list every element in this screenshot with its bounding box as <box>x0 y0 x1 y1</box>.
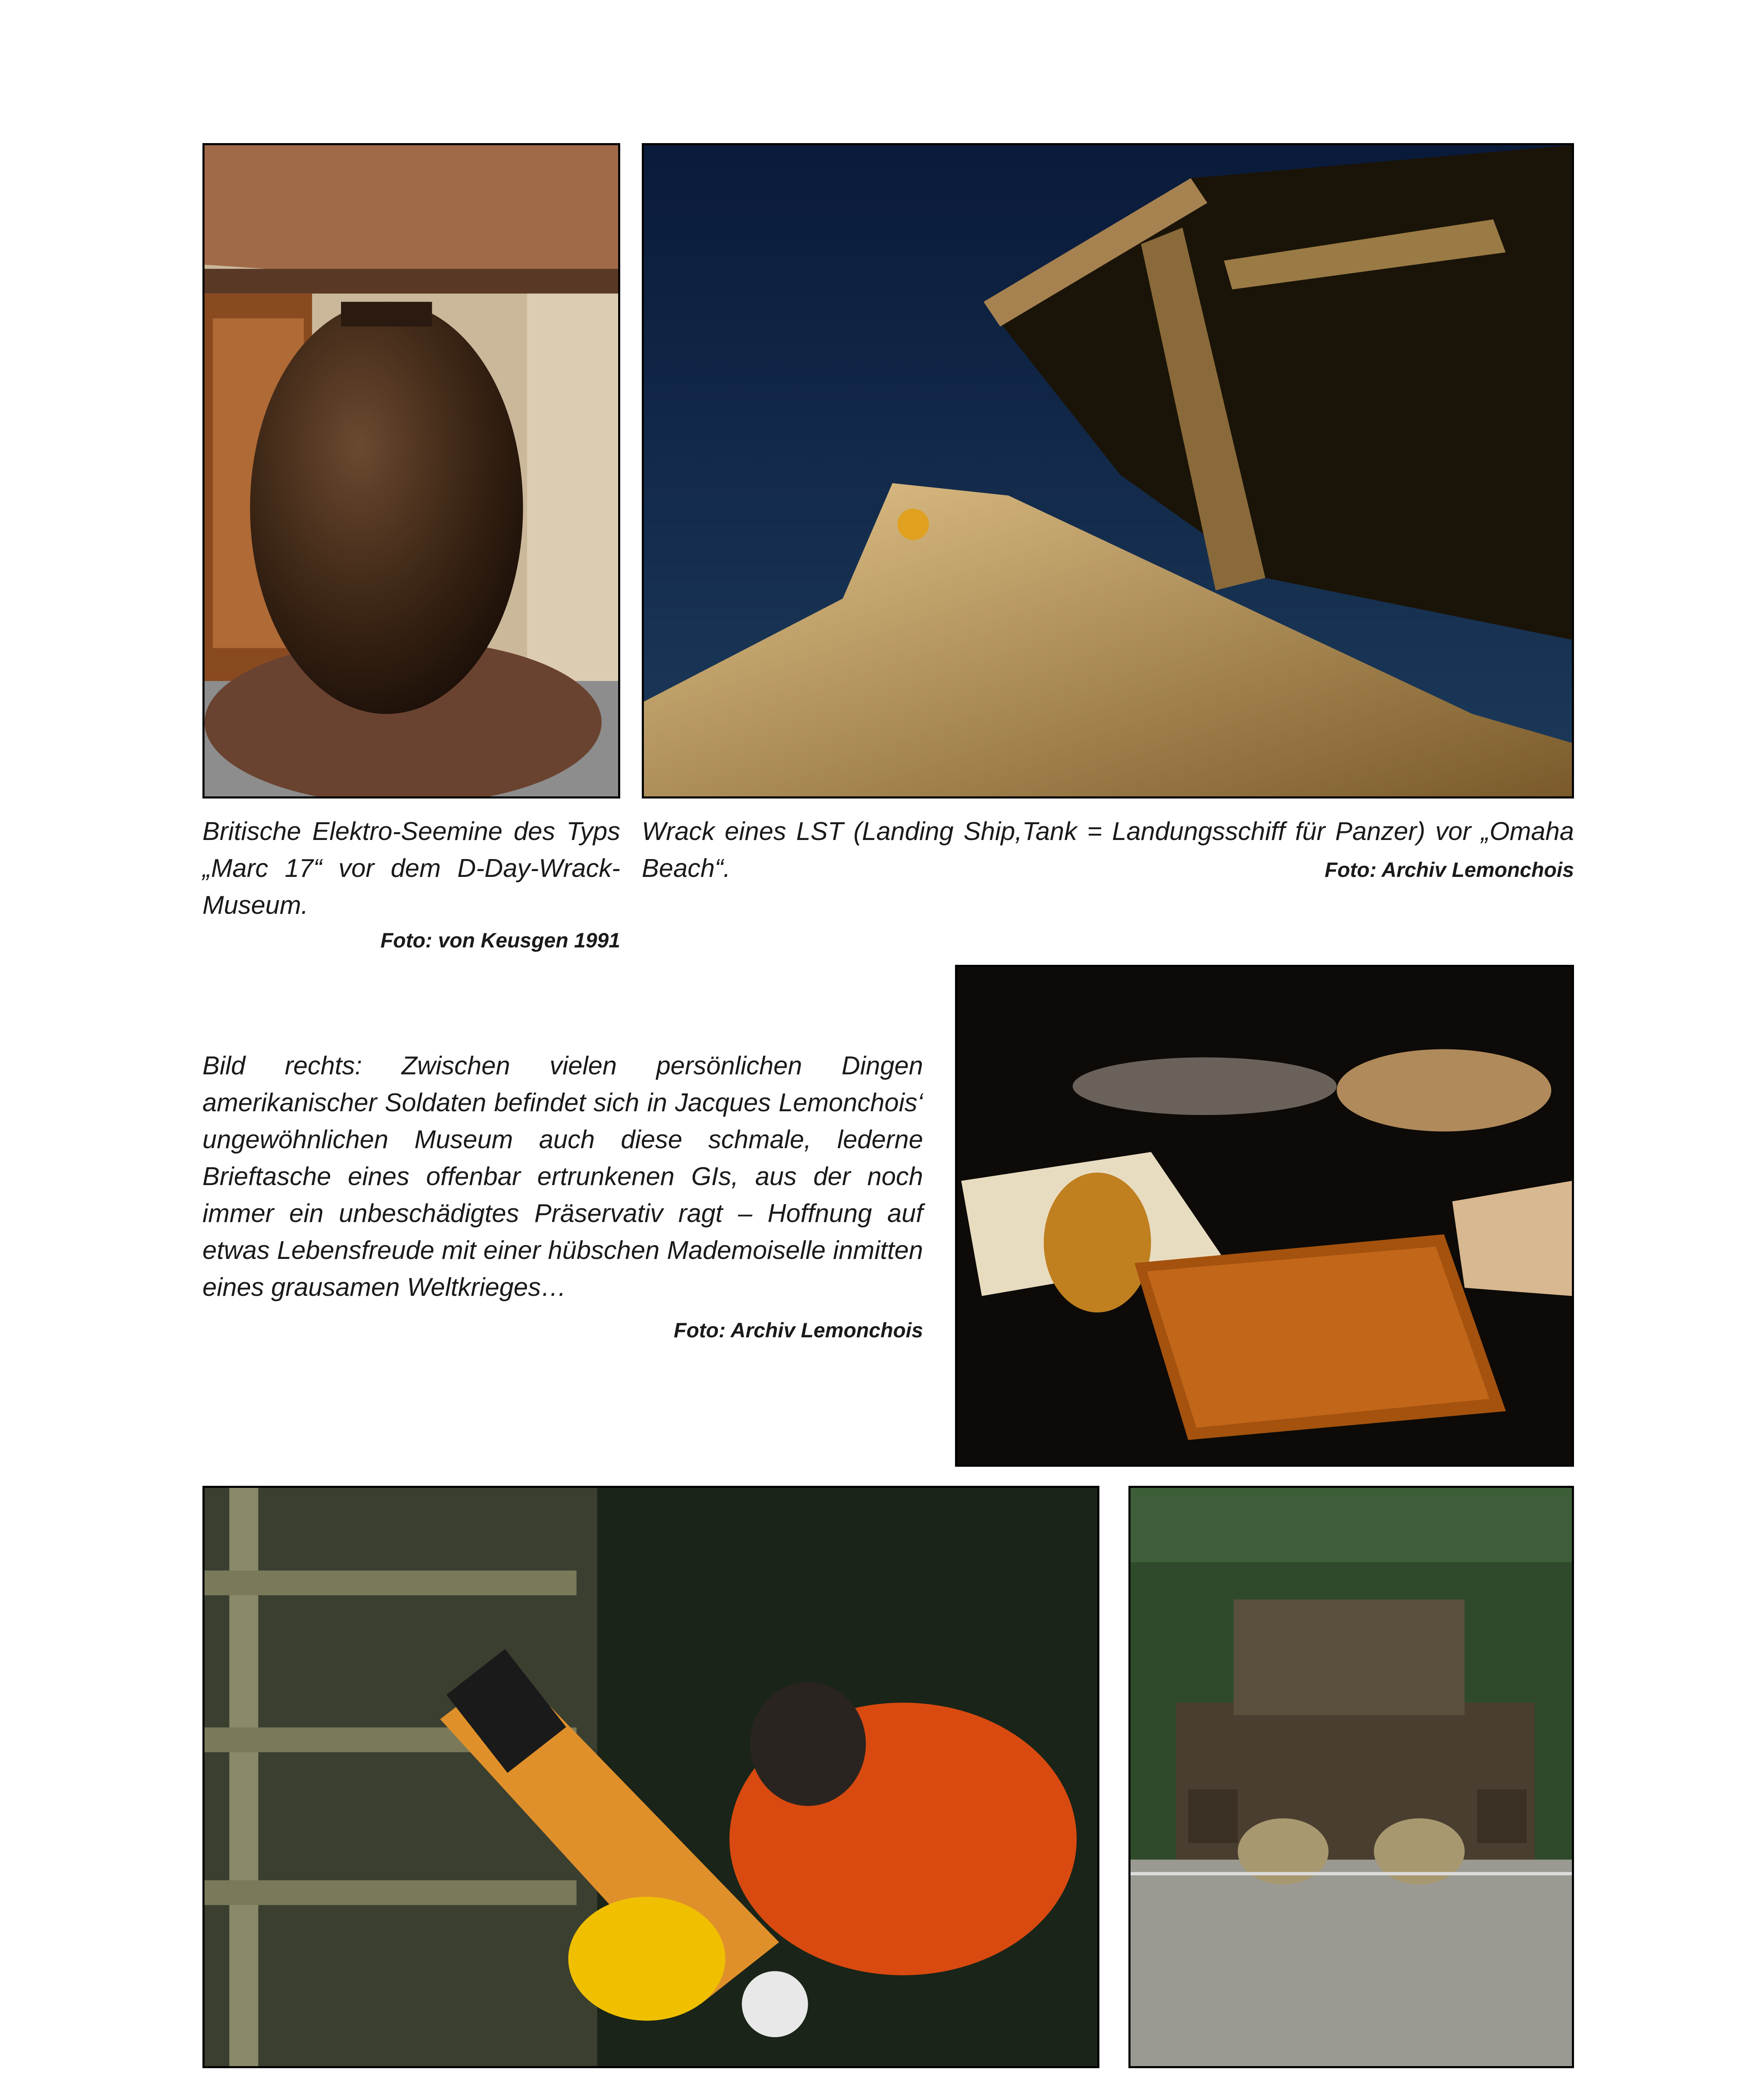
caption-lst-wreck: Wrack eines LST (Landing Ship,Tank = Landungsschiff für Panzer) vor „Omaha Beach“. <box>642 817 1574 883</box>
credit-lst-wreck: Foto: Archiv Lemonchois <box>1325 858 1574 881</box>
photo-sea-mine <box>202 143 620 798</box>
caption-wallet: Bild rechts: Zwischen vielen persönlichen Dingen amerikanischer Soldaten befindet sich in Jacques Lemonchois‘ ungewöhnlichen Museum auch diese schmale, lederne Brieftasche eines offenbar ertrunkenen GIs, aus der noch immer ein unbeschädigtes Präservativ ragt – Hoffnung auf etwas Lebensfreude mit einer hübschen Mademoiselle inmitten eines grausamen Weltkrieges… <box>202 1052 923 1302</box>
photo-lst-wreck <box>642 143 1574 798</box>
photo-tank <box>1128 1486 1574 2068</box>
credit-sea-mine: Foto: von Keusgen 1991 <box>380 929 620 952</box>
credit-wallet: Foto: Archiv Lemonchois <box>674 1319 923 1342</box>
photo-wallet <box>955 965 1574 1467</box>
caption-sea-mine: Britische Elektro-Seemine des Typs „Marc 17“ vor dem D-Day-Wrack-Museum. <box>202 817 620 920</box>
photo-diver <box>202 1486 1099 2068</box>
